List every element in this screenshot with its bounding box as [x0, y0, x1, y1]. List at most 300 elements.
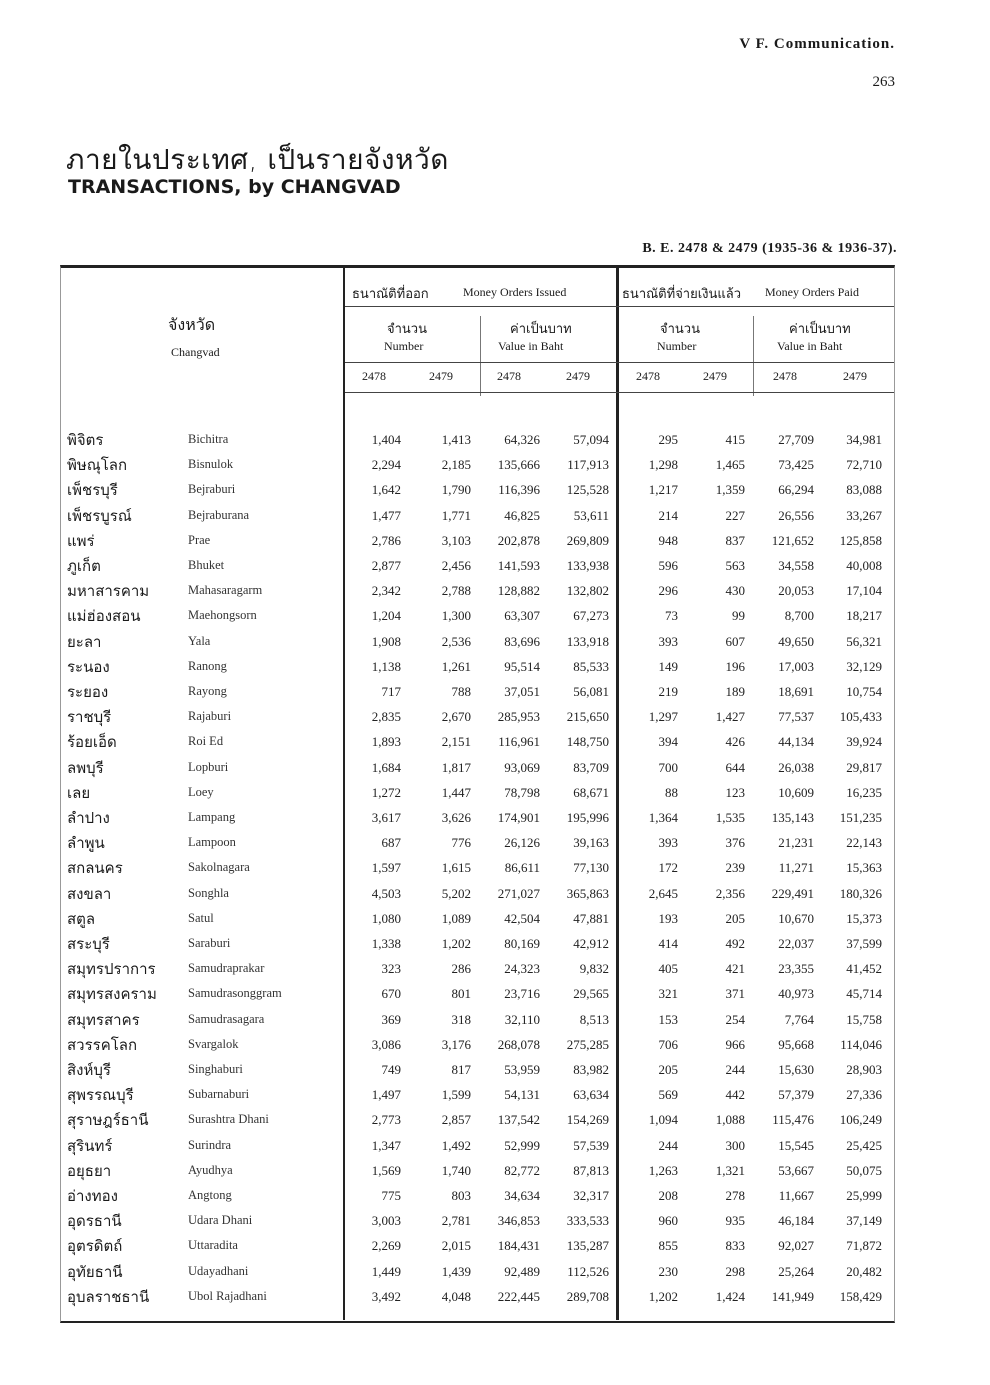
table-cell: 83,982: [573, 1062, 609, 1077]
table-cell: 563: [725, 558, 745, 573]
table-cell: 271,027: [497, 885, 540, 901]
changvad-name: Samudrasagara: [188, 1011, 265, 1026]
table-cell: 2,185: [441, 457, 471, 473]
table-cell: 114,046: [840, 1036, 882, 1052]
table-cell: 82,772: [504, 1162, 540, 1178]
table-cell: 227: [725, 507, 745, 523]
changvad-name: Satul: [188, 910, 214, 925]
table-cell: 492: [725, 936, 745, 951]
changvad-name: Ubol Rajadhani: [188, 1288, 267, 1303]
table-cell: 749: [381, 1062, 401, 1077]
changvad-thai-name: ยะลา: [67, 632, 102, 651]
changvad-thai-name: ลำปาง: [67, 809, 110, 827]
table-row: [0, 1163, 990, 1188]
table-cell: 2,781: [441, 1213, 471, 1229]
table-cell: 298: [725, 1263, 745, 1279]
table-cell: 128,882: [497, 583, 540, 599]
table-cell: 1,217: [648, 482, 678, 498]
table-row: [0, 1213, 990, 1238]
table-cell: 1,597: [371, 860, 401, 876]
table-cell: 3,176: [441, 1036, 471, 1052]
table-cell: 1,138: [371, 658, 401, 674]
header-rule-bottom: [345, 392, 894, 393]
table-cell: 269,809: [566, 532, 609, 548]
table-cell: 22,037: [778, 936, 814, 951]
table-cell: 88: [665, 784, 678, 800]
table-cell: 1,817: [441, 759, 471, 775]
table-cell: 1,465: [715, 457, 745, 473]
table-cell: 141,593: [497, 558, 540, 573]
table-cell: 323: [381, 961, 401, 977]
table-cell: 833: [725, 1238, 745, 1254]
table-cell: 295: [658, 432, 678, 447]
table-cell: 77,537: [778, 709, 814, 725]
changvad-thai-name: สมุทรสงคราม: [67, 985, 157, 1004]
table-cell: 184,431: [497, 1238, 540, 1254]
table-cell: 1,094: [648, 1112, 678, 1128]
table-cell: 286: [451, 961, 471, 977]
table-cell: 321: [658, 986, 678, 1002]
table-cell: 63,307: [504, 608, 540, 624]
table-cell: 39,924: [846, 734, 882, 750]
table-cell: 85,533: [573, 658, 609, 674]
table-cell: 137,542: [497, 1112, 540, 1128]
changvad-thai-name: สุรินทร์: [67, 1136, 113, 1155]
changvad-name: Surindra: [188, 1137, 232, 1152]
table-cell: 73: [665, 608, 678, 624]
table-cell: 2,788: [441, 583, 471, 599]
changvad-thai-name: ลพบุรี: [67, 758, 104, 777]
year-label: 2479: [566, 369, 590, 383]
table-cell: 788: [451, 684, 471, 699]
table-cell: 1,089: [441, 910, 471, 926]
table-cell: 20,053: [778, 583, 814, 599]
table-cell: 776: [451, 835, 471, 851]
table-cell: 1,569: [371, 1162, 401, 1178]
table-cell: 95,514: [504, 658, 540, 674]
table-cell: 2,786: [371, 532, 401, 548]
changvad-name: Prae: [188, 532, 211, 547]
table-cell: 268,078: [497, 1036, 540, 1052]
table-cell: 394: [658, 734, 678, 750]
table-cell: 254: [725, 1011, 745, 1027]
table-row: [0, 734, 990, 759]
changvad-name: Lopburi: [188, 759, 229, 774]
table-row: [0, 835, 990, 860]
table-cell: 196: [725, 658, 745, 674]
table-cell: 405: [658, 961, 678, 977]
table-row: [0, 634, 990, 659]
table-cell: 15,363: [846, 860, 882, 876]
table-cell: 32,110: [504, 1011, 540, 1027]
table-cell: 230: [658, 1263, 678, 1279]
table-cell: 1,427: [715, 709, 745, 725]
table-cell: 93,069: [504, 759, 540, 775]
table-cell: 960: [658, 1213, 678, 1229]
header-paid-label: Money Orders Paid: [765, 285, 859, 299]
table-cell: 72,710: [846, 457, 882, 473]
table-cell: 135,666: [497, 457, 540, 473]
table-cell: 1,413: [441, 432, 471, 447]
changvad-thai-name: พิษณุโลก: [67, 456, 128, 475]
changvad-thai-name: อ่างทอง: [67, 1187, 118, 1205]
table-cell: 99: [732, 608, 745, 624]
table-cell: 3,617: [371, 810, 401, 825]
table-cell: 83,088: [846, 482, 882, 498]
table-cell: 67,273: [573, 608, 609, 624]
year-label: 2478: [497, 369, 521, 383]
changvad-name: Mahasaragarm: [188, 583, 263, 598]
table-cell: 154,269: [566, 1112, 609, 1128]
table-cell: 3,086: [371, 1036, 401, 1052]
year-label: 2478: [773, 369, 797, 383]
table-cell: 1,908: [371, 633, 401, 649]
table-cell: 149: [658, 658, 678, 674]
table-cell: 180,326: [839, 885, 882, 901]
table-cell: 278: [725, 1188, 745, 1203]
period-label: B. E. 2478 & 2479 (1935-36 & 1936-37).: [642, 241, 897, 256]
table-row: [0, 482, 990, 507]
page-title-thai: ภายในประเทศ, เป็นรายจังหวัด: [66, 143, 449, 176]
table-cell: 215,650: [566, 709, 609, 725]
table-cell: 333,533: [566, 1213, 609, 1229]
table-cell: 948: [658, 532, 678, 548]
table-cell: 1,497: [371, 1087, 401, 1103]
table-cell: 141,949: [771, 1288, 814, 1304]
table-cell: 1,202: [648, 1288, 678, 1304]
table-row: [0, 533, 990, 558]
table-cell: 4,048: [441, 1288, 471, 1304]
table-cell: 20,482: [846, 1263, 882, 1279]
table-cell: 125,528: [566, 482, 609, 498]
table-cell: 285,953: [497, 709, 540, 725]
table-cell: 2,536: [441, 633, 471, 649]
table-cell: 40,973: [778, 986, 814, 1002]
table-cell: 365,863: [566, 885, 609, 901]
changvad-thai-name: อยุธยา: [67, 1161, 112, 1180]
table-cell: 837: [725, 532, 745, 548]
table-cell: 239: [725, 860, 745, 876]
table-cell: 1,263: [648, 1162, 678, 1178]
table-cell: 174,901: [497, 810, 540, 825]
table-cell: 27,709: [778, 432, 814, 447]
table-cell: 26,038: [778, 759, 814, 775]
table-cell: 1,404: [371, 432, 401, 447]
table-cell: 34,634: [504, 1188, 540, 1203]
table-cell: 105,433: [839, 709, 882, 725]
table-cell: 7,764: [784, 1011, 814, 1027]
changvad-name: Bhuket: [188, 558, 225, 572]
table-cell: 42,912: [573, 936, 609, 951]
changvad-name: Svargalok: [188, 1036, 239, 1051]
table-cell: 2,015: [441, 1238, 471, 1254]
header-changvad-label: Changvad: [171, 345, 220, 359]
table-cell: 1,615: [441, 860, 471, 876]
changvad-thai-name: สระบุรี: [67, 935, 110, 953]
year-label: 2478: [362, 369, 386, 383]
changvad-thai-name: สุราษฎร์ธานี: [67, 1111, 149, 1130]
changvad-thai-name: มหาสารคาม: [67, 582, 150, 601]
changvad-name: Sakolnagara: [188, 860, 250, 875]
table-row: [0, 1062, 990, 1087]
table-cell: 1,298: [648, 457, 678, 473]
table-cell: 22,143: [846, 835, 882, 851]
table-cell: 2,835: [371, 709, 401, 725]
table-cell: 205: [725, 910, 745, 926]
table-cell: 116,396: [498, 482, 540, 498]
table-row: [0, 1289, 990, 1314]
table-row: [0, 457, 990, 482]
table-cell: 15,758: [846, 1011, 882, 1027]
header-issued-number-thai: จำนวน: [387, 322, 427, 337]
table-cell: 2,294: [371, 457, 401, 473]
changvad-thai-name: เลย: [67, 783, 91, 802]
page-title-english: TRANSACTIONS, by CHANGVAD: [68, 176, 401, 198]
table-cell: 44,134: [778, 734, 814, 750]
table-cell: 15,630: [778, 1062, 814, 1077]
header-paid-value-thai: ค่าเป็นบาท: [789, 322, 851, 337]
table-cell: 10,609: [778, 784, 814, 800]
table-cell: 64,326: [504, 432, 540, 447]
table-row: [0, 1087, 990, 1112]
table-cell: 116,961: [498, 734, 540, 750]
table-cell: 208: [658, 1188, 678, 1203]
table-cell: 700: [658, 759, 678, 775]
table-cell: 1,790: [441, 482, 471, 498]
table-cell: 9,832: [579, 961, 609, 977]
changvad-thai-name: ภูเก็ต: [67, 557, 101, 575]
changvad-thai-name: อุบลราชธานี: [67, 1287, 150, 1306]
changvad-name: Surashtra Dhani: [188, 1112, 269, 1127]
changvad-name: Roi Ed: [188, 734, 224, 749]
table-cell: 2,645: [648, 885, 678, 901]
table-row: [0, 1012, 990, 1037]
changvad-thai-name: ราชบุรี: [67, 708, 112, 727]
table-cell: 46,825: [504, 507, 540, 523]
table-cell: 1,599: [441, 1087, 471, 1103]
changvad-name: Ayudhya: [188, 1162, 233, 1177]
table-cell: 346,853: [497, 1213, 540, 1229]
table-cell: 1,535: [715, 810, 745, 825]
table-cell: 318: [451, 1011, 471, 1027]
table-cell: 39,163: [573, 835, 609, 851]
table-cell: 369: [381, 1011, 401, 1027]
table-cell: 133,918: [566, 633, 609, 649]
table-cell: 2,151: [441, 734, 471, 750]
table-cell: 106,249: [839, 1112, 882, 1128]
header-issued-value-label: Value in Baht: [498, 339, 564, 353]
table-row: [0, 860, 990, 885]
table-cell: 775: [381, 1188, 401, 1203]
table-cell: 45,714: [846, 986, 882, 1002]
table-cell: 717: [381, 684, 401, 699]
table-cell: 92,489: [504, 1263, 540, 1279]
changvad-name: Subarnaburi: [188, 1087, 250, 1102]
changvad-name: Rayong: [188, 684, 227, 698]
table-cell: 17,003: [778, 658, 814, 674]
table-cell: 151,235: [839, 810, 882, 825]
table-cell: 2,456: [441, 558, 471, 573]
header-rule-top: [345, 306, 894, 307]
table-cell: 2,670: [441, 709, 471, 725]
table-cell: 34,558: [778, 558, 814, 573]
table-row: [0, 432, 990, 457]
table-cell: 2,356: [715, 885, 745, 901]
changvad-thai-name: เพ็ชรบูรณ์: [67, 506, 132, 525]
table-row: [0, 810, 990, 835]
table-cell: 5,202: [441, 885, 471, 901]
table-cell: 607: [725, 633, 745, 649]
table-cell: 414: [658, 936, 678, 951]
table-cell: 37,599: [846, 936, 882, 951]
year-label: 2479: [703, 369, 727, 383]
table-cell: 244: [725, 1062, 745, 1077]
table-cell: 18,691: [778, 684, 814, 699]
table-cell: 132,802: [566, 583, 609, 599]
table-cell: 77,130: [573, 860, 609, 876]
table-cell: 4,503: [371, 885, 401, 901]
table-cell: 1,300: [441, 608, 471, 624]
table-cell: 1,080: [371, 910, 401, 926]
table-cell: 26,126: [504, 835, 540, 851]
table-cell: 1,297: [648, 709, 678, 725]
table-row: [0, 1238, 990, 1263]
changvad-thai-name: อุตรดิตถ์: [67, 1237, 123, 1256]
table-cell: 1,347: [371, 1137, 401, 1153]
table-cell: 195,996: [566, 810, 609, 825]
table-cell: 56,081: [573, 684, 609, 699]
table-cell: 1,424: [715, 1288, 745, 1304]
changvad-name: Bejraburana: [188, 507, 250, 522]
changvad-name: Bejraburi: [188, 482, 236, 497]
table-row: [0, 785, 990, 810]
table-cell: 66,294: [778, 482, 814, 498]
divider-issued-inner: [480, 316, 481, 396]
table-cell: 3,103: [441, 532, 471, 548]
table-cell: 8,513: [579, 1011, 609, 1027]
header-paid-value-label: Value in Baht: [777, 339, 843, 353]
table-cell: 10,754: [846, 684, 882, 699]
table-cell: 23,716: [504, 986, 540, 1002]
table-cell: 17,104: [846, 583, 882, 599]
table-cell: 29,565: [573, 986, 609, 1002]
changvad-thai-name: สกลนคร: [67, 859, 123, 878]
table-cell: 57,094: [573, 432, 609, 447]
changvad-name: Uttaradita: [188, 1238, 238, 1253]
table-row: [0, 986, 990, 1011]
table-row: [0, 583, 990, 608]
changvad-thai-name: อุทัยธานี: [67, 1262, 123, 1281]
table-cell: 34,981: [846, 432, 882, 447]
changvad-thai-name: เพ็ชรบุรี: [67, 481, 118, 500]
table-cell: 83,709: [573, 759, 609, 775]
table-cell: 46,184: [778, 1213, 814, 1229]
table-cell: 2,342: [371, 583, 401, 599]
changvad-thai-name: ลำพูน: [67, 834, 105, 853]
table-cell: 1,272: [371, 784, 401, 800]
changvad-name: Bichitra: [188, 432, 229, 446]
table-cell: 16,235: [846, 784, 882, 800]
table-cell: 1,439: [441, 1263, 471, 1279]
table-cell: 80,169: [504, 936, 540, 951]
table-cell: 15,373: [846, 910, 882, 926]
table-cell: 644: [725, 759, 745, 775]
changvad-name: Lampang: [188, 810, 236, 824]
table-cell: 37,051: [504, 684, 540, 699]
header-rule-years: [345, 362, 894, 363]
changvad-name: Udara Dhani: [188, 1213, 253, 1228]
table-cell: 53,611: [573, 507, 609, 523]
header-paid-number-thai: จำนวน: [660, 322, 700, 337]
table-cell: 117,913: [567, 457, 609, 473]
table-row: [0, 709, 990, 734]
table-cell: 32,317: [573, 1188, 609, 1203]
table-cell: 2,857: [441, 1112, 471, 1128]
table-row: [0, 508, 990, 533]
header-changvad-thai: จังหวัด: [168, 315, 216, 334]
changvad-thai-name: แพร่: [67, 531, 95, 550]
table-cell: 8,700: [784, 608, 814, 624]
table-row: [0, 1138, 990, 1163]
table-cell: 78,798: [504, 784, 540, 800]
table-cell: 393: [658, 633, 678, 649]
table-cell: 47,881: [573, 910, 609, 926]
table-cell: 1,447: [441, 784, 471, 800]
year-label: 2478: [636, 369, 660, 383]
table-cell: 52,999: [504, 1137, 540, 1153]
table-cell: 393: [658, 835, 678, 851]
table-cell: 371: [725, 986, 745, 1002]
table-cell: 1,740: [441, 1162, 471, 1178]
table-cell: 214: [658, 507, 678, 523]
year-label: 2479: [843, 369, 867, 383]
table-cell: 2,269: [371, 1238, 401, 1254]
table-cell: 296: [658, 583, 678, 599]
changvad-thai-name: สวรรคโลก: [67, 1035, 138, 1054]
table-cell: 41,452: [846, 961, 882, 977]
table-cell: 801: [451, 986, 471, 1002]
changvad-name: Saraburi: [188, 936, 231, 950]
table-cell: 3,626: [441, 810, 471, 825]
changvad-name: Loey: [188, 784, 214, 799]
table-cell: 63,634: [573, 1087, 609, 1103]
table-cell: 86,611: [504, 860, 540, 876]
header-paid-thai: ธนาณัติที่จ่ายเงินแล้ว: [622, 287, 742, 302]
table-cell: 37,149: [846, 1213, 882, 1229]
changvad-thai-name: แม่ฮ่องสอน: [67, 607, 141, 626]
table-cell: 21,231: [778, 835, 814, 851]
table-cell: 205: [658, 1062, 678, 1077]
table-cell: 133,938: [566, 558, 609, 573]
table-cell: 244: [658, 1137, 678, 1153]
changvad-thai-name: พิจิตร: [67, 431, 104, 449]
changvad-name: Bisnulok: [188, 457, 234, 472]
table-cell: 855: [658, 1238, 678, 1254]
table-cell: 817: [451, 1062, 471, 1077]
table-cell: 83,696: [504, 633, 540, 649]
table-cell: 202,878: [497, 532, 540, 548]
table-cell: 23,355: [778, 961, 814, 977]
table-cell: 24,323: [504, 961, 540, 977]
table-cell: 670: [381, 986, 401, 1002]
table-cell: 569: [658, 1087, 678, 1103]
header-issued-label: Money Orders Issued: [463, 285, 567, 299]
table-cell: 1,204: [371, 608, 401, 624]
changvad-thai-name: สตูล: [67, 909, 96, 928]
table-cell: 415: [725, 432, 745, 447]
table-cell: 29,817: [846, 759, 882, 775]
table-cell: 1,893: [371, 734, 401, 750]
